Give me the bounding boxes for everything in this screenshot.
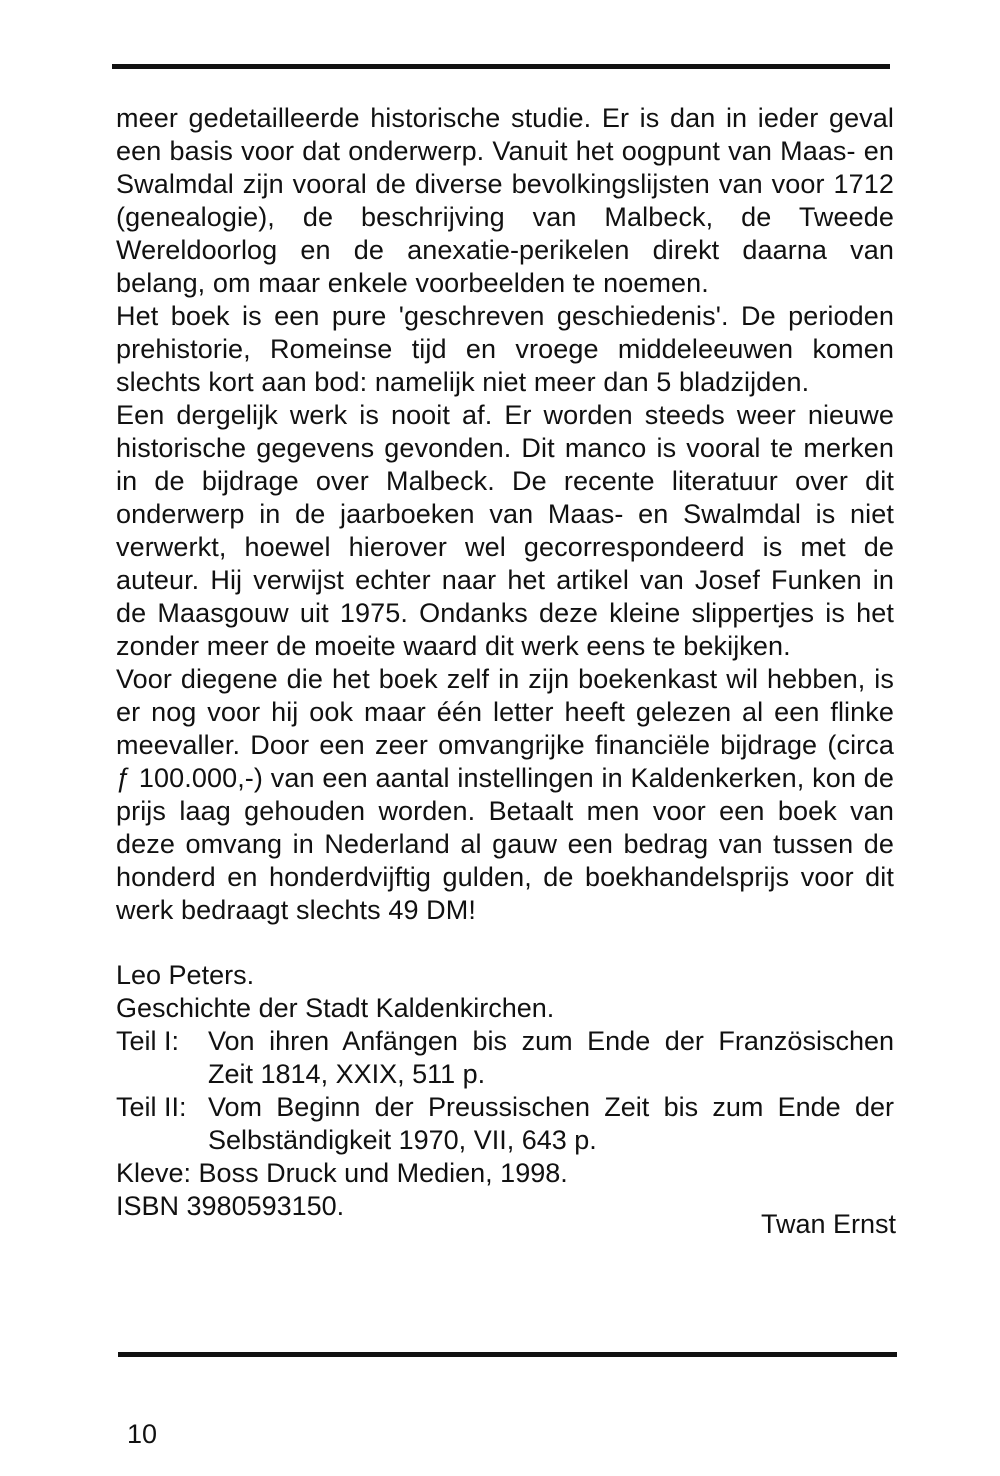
- author-signature: Twan Ernst: [760, 1209, 896, 1239]
- section-gap: [116, 927, 894, 959]
- book-part-label: Teil I:: [116, 1026, 180, 1056]
- book-part-text: Vom Beginn der Preussischen Zeit bis zum Ende der Selbständigkeit 1970, VII, 643 p.: [208, 1092, 894, 1155]
- book-part: [116, 1091, 894, 1157]
- book-part: [116, 1025, 894, 1091]
- page-number: 10: [127, 1419, 158, 1449]
- book-parts-list: [116, 1025, 894, 1157]
- page-content: [116, 102, 894, 1223]
- review-paragraph: Het boek is een pure 'geschreven geschiedenis'. De perioden prehistorie, Romeinse tijd en vroege middeleeuwen komen slechts kort aan bod: namelijk niet meer dan 5 bladzijden.: [116, 301, 894, 397]
- book-author: Leo Peters.: [116, 960, 255, 990]
- review-paragraph: meer gedetailleerde historische studie. Er is dan in ieder geval een basis voor dat onderwerp. Vanuit het oogpunt van Maas- en Swalmdal zijn vooral de diverse bevolkingslijsten van voor 1712 (genealogie), de beschrijving van Malbeck, de Tweede Wereldoorlog en de anexatie-perikelen direkt daarna van belang, om maar enkele voorbeelden te noemen.: [116, 103, 894, 298]
- book-part-text: Von ihren Anfängen bis zum Ende der Französischen Zeit 1814, XXIX, 511 p.: [208, 1026, 894, 1089]
- book-title: Geschichte der Stadt Kaldenkirchen.: [116, 993, 555, 1023]
- bottom-rule: [118, 1352, 897, 1357]
- review-text: [116, 102, 894, 927]
- review-paragraph: Een dergelijk werk is nooit af. Er worden steeds weer nieuwe historische gegevens gevonden. Dit manco is vooral te merken in de bijdrage over Malbeck. De recente literatuur over dit onderwerp in de jaarboeken van Maas- en Swalmdal is niet verwerkt, hoewel hierover wel gecorrespondeerd is met de auteur. Hij verwijst echter naar het artikel van Josef Funken in de Maasgouw uit 1975. Ondanks deze kleine slippertjes is het zonder meer de moeite waard dit werk eens te bekijken.: [116, 400, 894, 661]
- review-paragraph: Voor diegene die het boek zelf in zijn boekenkast wil hebben, is er nog voor hij ook maar één letter heeft gelezen al een flinke meevaller. Door een zeer omvangrijke financiële bijdrage (circa ƒ 100.000,-) van een aantal instellingen in Kaldenkerken, kon de prijs laag gehouden worden. Betaalt men voor een boek van deze omvang in Nederland al gauw een bedrag van tussen de honderd en honderdvijftig gulden, de boekhandelsprijs voor dit werk bedraagt slechts 49 DM!: [116, 664, 894, 925]
- book-isbn: ISBN 3980593150.: [116, 1191, 345, 1221]
- book-publisher: Kleve: Boss Druck und Medien, 1998.: [116, 1158, 568, 1188]
- book-reference: [116, 959, 894, 1223]
- book-part-label: Teil II:: [116, 1092, 187, 1122]
- top-rule: [112, 64, 890, 69]
